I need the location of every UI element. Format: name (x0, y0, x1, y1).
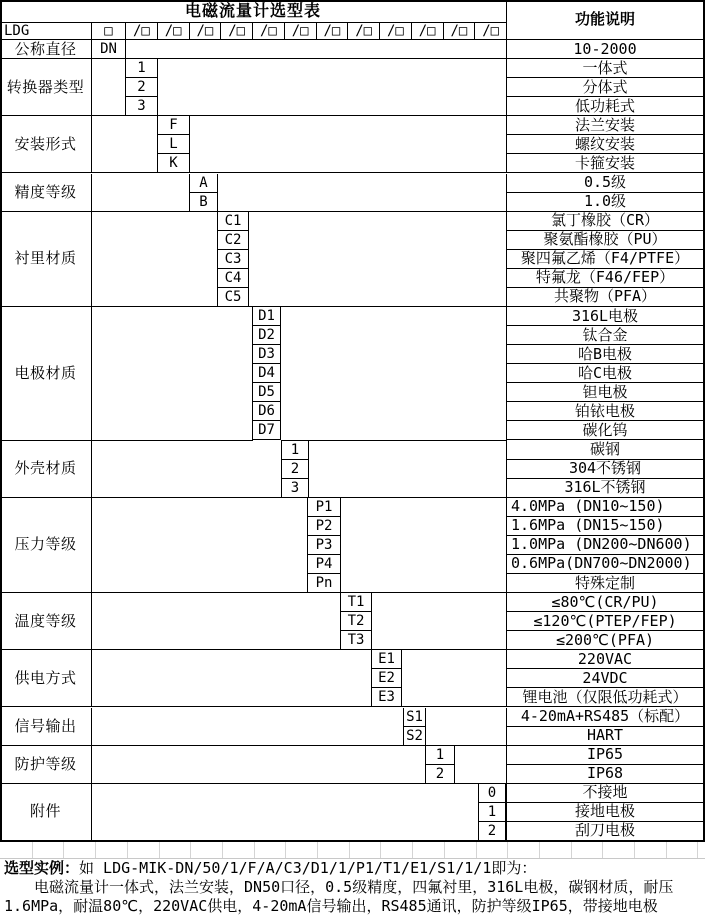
code-cell-K: K (158, 154, 190, 173)
code-cell-DN: DN (92, 40, 126, 59)
category-label-6: 电极材质 (0, 307, 92, 441)
description-cell: 0.5级 (507, 174, 703, 193)
category-label-9: 温度等级 (0, 593, 92, 650)
code-cell-P1: P1 (308, 498, 341, 517)
grid-strip (0, 842, 705, 859)
spacer-cell (126, 40, 507, 59)
model-segment-box: /□ (221, 23, 253, 40)
code-cell-2: 2 (479, 822, 506, 841)
gridline (190, 842, 191, 858)
description-cell: 锂电池（仅限低功耗式） (507, 688, 703, 707)
code-cell-C2: C2 (218, 231, 249, 250)
code-cell-A: A (190, 174, 218, 193)
model-segment-box: /□ (475, 23, 507, 40)
code-cell-D1: D1 (253, 307, 281, 326)
gridline (412, 842, 413, 858)
code-cell-1: 1 (479, 803, 506, 822)
description-cell: 低功耗式 (507, 97, 703, 116)
spacer-cell (455, 746, 507, 784)
gridline (159, 842, 160, 858)
description-cell: 4.0MPa (DN10~150) (507, 498, 703, 517)
code-cell-2: 2 (426, 765, 455, 784)
description-cell: 1.0MPa (DN200~DN600) (507, 536, 703, 555)
category-label-3: 安装形式 (0, 116, 92, 173)
gridline (254, 842, 255, 858)
gridline (285, 842, 286, 858)
code-cell-C4: C4 (218, 269, 249, 288)
gridline (380, 842, 381, 858)
description-cell: IP65 (507, 746, 703, 765)
model-segment-box: /□ (158, 23, 190, 40)
code-cell-3: 3 (282, 479, 309, 498)
description-cell: 一体式 (507, 59, 703, 78)
description-cell: 卡箍安装 (507, 154, 703, 173)
category-label-8: 压力等级 (0, 498, 92, 593)
spacer-cell (341, 498, 507, 593)
spacer-cell (426, 708, 507, 746)
code-cell-2: 2 (282, 460, 309, 479)
description-cell: 共聚物（PFA） (507, 288, 703, 307)
code-cell-P4: P4 (308, 555, 341, 574)
description-cell: 聚氨酯橡胶（PU） (507, 231, 703, 250)
code-cell-D5: D5 (253, 383, 281, 402)
gridline (666, 842, 667, 858)
gridline (507, 842, 508, 858)
code-cell-C3: C3 (218, 250, 249, 269)
example-label: 选型实例： (4, 859, 80, 877)
description-cell: IP68 (507, 765, 703, 784)
gridline (32, 842, 33, 858)
model-segment-box: /□ (348, 23, 380, 40)
description-cell: 不接地 (507, 784, 703, 803)
gridline (571, 842, 572, 858)
description-cell: 螺纹安装 (507, 135, 703, 154)
code-cell-1: 1 (426, 746, 455, 765)
code-cell-2: 2 (126, 78, 158, 97)
code-cell-E3: E3 (372, 688, 402, 707)
spacer-cell (92, 784, 479, 841)
function-column-header: 功能说明 (507, 0, 703, 40)
gridline (539, 842, 540, 858)
spacer-cell (92, 593, 341, 650)
code-cell-P2: P2 (308, 517, 341, 536)
spacer-cell (92, 116, 158, 173)
code-cell-E2: E2 (372, 669, 402, 688)
code-cell-S2: S2 (404, 727, 426, 746)
model-segment-box: /□ (412, 23, 444, 40)
code-cell-C1: C1 (218, 212, 249, 231)
category-label-4: 精度等级 (0, 174, 92, 212)
description-cell: 220VAC (507, 650, 703, 669)
description-cell: 刮刀电极 (507, 822, 703, 841)
spacer-cell (92, 708, 404, 746)
spacer-cell (92, 746, 426, 784)
spacer-cell (92, 212, 218, 307)
model-segment-box: /□ (253, 23, 285, 40)
category-label-5: 衬里材质 (0, 212, 92, 307)
description-cell: 哈B电极 (507, 345, 703, 364)
category-label-7: 外壳材质 (0, 441, 92, 498)
gridline (222, 842, 223, 858)
code-cell-D2: D2 (253, 326, 281, 345)
description-cell: 304不锈钢 (507, 460, 703, 479)
description-cell: ≤200℃(PFA) (507, 631, 703, 650)
model-prefix-cell: LDG (0, 23, 92, 40)
spacer-cell (92, 441, 282, 498)
example-detail-line-1: 电磁流量计一体式，法兰安装，DN50口径，0.5级精度，四氟衬里，316L电极，碳钢材质，耐压 (34, 878, 674, 896)
spacer-cell (92, 59, 126, 116)
gridline (444, 842, 445, 858)
description-cell: 碳化钨 (507, 421, 703, 440)
code-cell-1: 1 (126, 59, 158, 78)
model-base-box: □ (92, 23, 126, 40)
description-cell: 特氟龙（F46/FEP） (507, 269, 703, 288)
gridline (476, 842, 477, 858)
code-cell-Pn: Pn (308, 574, 341, 593)
code-cell-D7: D7 (253, 421, 281, 440)
description-cell: 铂铱电极 (507, 402, 703, 421)
example-heading (4, 859, 702, 878)
description-cell: 法兰安装 (507, 116, 703, 135)
model-segment-box: /□ (317, 23, 349, 40)
description-cell: 接地电极 (507, 803, 703, 822)
model-segment-box: /□ (190, 23, 222, 40)
category-label-12: 防护等级 (0, 746, 92, 784)
description-cell: 钽电极 (507, 383, 703, 402)
category-label-10: 供电方式 (0, 650, 92, 707)
spacer-cell (158, 59, 507, 116)
description-cell: ≤80℃(CR/PU) (507, 593, 703, 612)
code-cell-L: L (158, 135, 190, 154)
gridline (602, 842, 603, 858)
code-cell-D4: D4 (253, 364, 281, 383)
gridline (127, 842, 128, 858)
code-cell-1: 1 (282, 441, 309, 460)
model-segment-box: /□ (380, 23, 412, 40)
code-cell-E1: E1 (372, 650, 402, 669)
description-cell: 分体式 (507, 78, 703, 97)
category-label-1: 公称直径 (0, 40, 92, 59)
spacer-cell (372, 593, 507, 650)
gridline (317, 842, 318, 858)
category-label-13: 附件 (0, 784, 92, 841)
description-cell: 特殊定制 (507, 574, 703, 593)
code-cell-F: F (158, 116, 190, 135)
spacer-cell (92, 174, 190, 212)
model-segment-box: /□ (444, 23, 476, 40)
code-cell-T1: T1 (341, 593, 372, 612)
table-title: 电磁流量计选型表 (0, 0, 507, 23)
description-cell: 1.6MPa (DN15~150) (507, 517, 703, 536)
description-cell: 钛合金 (507, 326, 703, 345)
code-cell-B: B (190, 193, 218, 212)
description-cell: HART (507, 727, 703, 746)
description-cell: 24VDC (507, 669, 703, 688)
spacer-cell (92, 307, 253, 441)
description-cell: 碳钢 (507, 441, 703, 460)
gridline (349, 842, 350, 858)
spacer-cell (218, 174, 507, 212)
example-detail-line-2: 1.6MPa，耐温80℃，220VAC供电，4-20mA信号输出，RS485通讯，防护等级IP65，带接地电极 (4, 897, 658, 915)
gridline (697, 842, 698, 858)
code-cell-T3: T3 (341, 631, 372, 650)
model-segment-box: /□ (126, 23, 158, 40)
description-cell: 氯丁橡胶（CR） (507, 212, 703, 231)
spacer-cell (92, 498, 308, 593)
description-cell: 聚四氟乙烯（F4/PTFE） (507, 250, 703, 269)
code-cell-0: 0 (479, 784, 506, 803)
category-label-11: 信号输出 (0, 708, 92, 746)
description-cell: ≤120℃(PTEP/FEP) (507, 612, 703, 631)
code-cell-D6: D6 (253, 402, 281, 421)
code-cell-D3: D3 (253, 345, 281, 364)
description-cell: 10-2000 (507, 40, 703, 59)
example-intro: 如 LDG-MIK-DN/50/1/F/A/C3/D1/1/P1/T1/E1/S1/1/1即为： (79, 859, 537, 877)
spacer-cell (402, 650, 507, 707)
description-cell: 1.0级 (507, 193, 703, 212)
description-cell: 0.6MPa(DN700~DN2000) (507, 555, 703, 574)
description-cell: 哈C电极 (507, 364, 703, 383)
category-label-2: 转换器类型 (0, 59, 92, 116)
gridline (95, 842, 96, 858)
description-cell: 316L不锈钢 (507, 479, 703, 498)
gridline (634, 842, 635, 858)
spacer-cell (281, 307, 507, 441)
code-cell-C5: C5 (218, 288, 249, 307)
spacer-cell (190, 116, 507, 173)
description-cell: 316L电极 (507, 307, 703, 326)
code-cell-3: 3 (126, 97, 158, 116)
code-cell-T2: T2 (341, 612, 372, 631)
gridline (63, 842, 64, 858)
spacer-cell (92, 650, 372, 707)
model-segment-box: /□ (285, 23, 317, 40)
description-cell: 4-20mA+RS485（标配） (507, 708, 703, 727)
spacer-cell (249, 212, 507, 307)
code-cell-P3: P3 (308, 536, 341, 555)
spacer-cell (309, 441, 507, 498)
code-cell-S1: S1 (404, 708, 426, 727)
